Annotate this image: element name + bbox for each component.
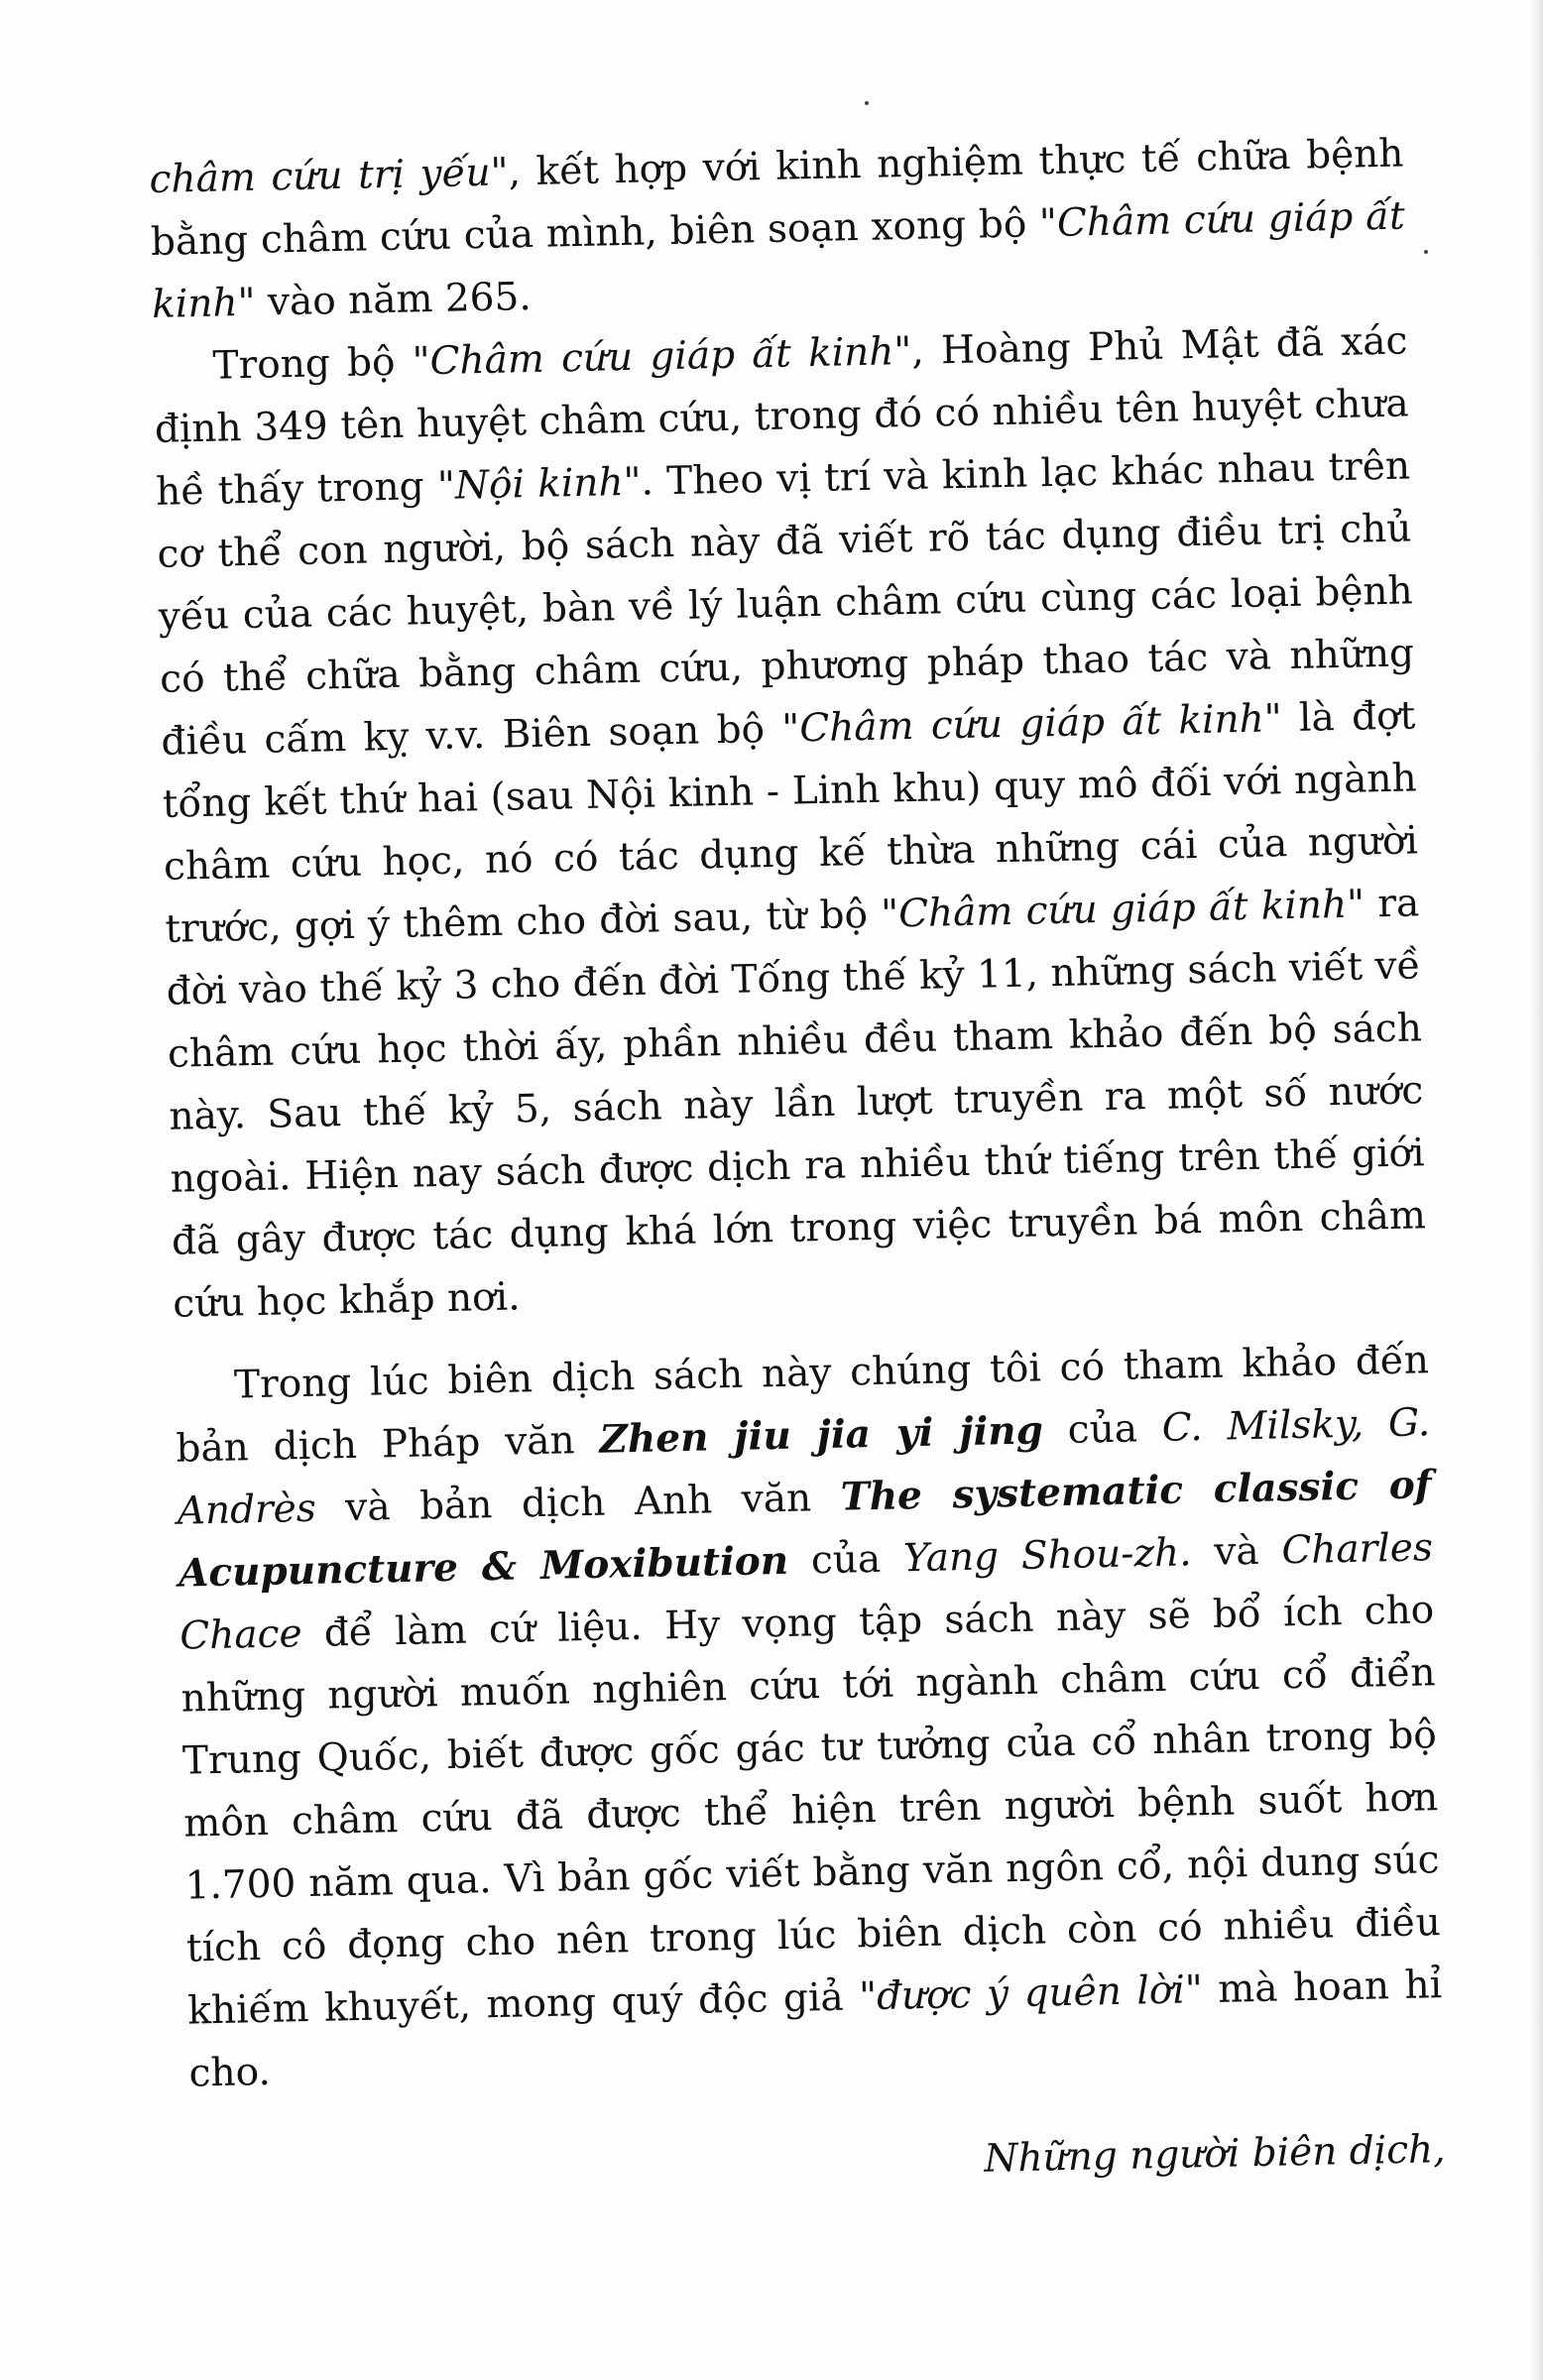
p2-text-1: Trong bộ ": [212, 339, 431, 389]
p3-italic-2: Yang Shou-zh.: [902, 1530, 1192, 1582]
p2-italic-2: Nội kinh: [454, 460, 625, 509]
p3-italic-4: được ý quên lời: [876, 1967, 1186, 2020]
p1-italic-2: Châm cứu giáp ất kinh: [151, 193, 1406, 327]
p2-text-3: ". Theo vị trí và kinh lạc khác nhau trên cơ thể con người, bộ sách này đã viết rõ tác dụng điều trị chủ yếu của các huyệt, bàn về lý luận châm cứu cùng các loại bệnh có thể chữa bằng châm cứu, phương pháp thao tác và những điều cấm kỵ v.v. Biên soạn bộ ": [157, 443, 1415, 765]
p3-text-1: Trong lúc biên dịch sách này chúng tôi có tham khảo đến bản dịch Pháp văn: [175, 1338, 1430, 1472]
p1-text-2: " vào năm 265.: [237, 274, 533, 326]
body-text: [149, 123, 1446, 2207]
p3-text-4: của: [787, 1536, 904, 1584]
p2-text-2: ", Hoàng Phủ Mật đã xác định 349 tên huyệt châm cứu, trong đó có nhiều tên huyệt chưa hề thấy trong ": [154, 318, 1410, 515]
p1-italic-1: châm cứu trị yếu: [149, 150, 492, 202]
p2-text-4: " là đợt tổng kết thứ hai (sau Nội kinh - Linh khu) quy mô đối với ngành châm cứu học, nó có tác dụng kế thừa những cái của người trước, gợi ý thêm cho đời sau, từ bộ ": [162, 693, 1419, 952]
speck-mark: [865, 101, 869, 105]
p3-text-7: " mà hoan hỉ cho.: [188, 1963, 1443, 2096]
p2-italic-1: Châm cứu giáp ất kinh: [429, 329, 894, 385]
p3-italic-3: Charles Chace: [178, 1525, 1434, 1659]
p3-bold-italic-2: The systematic classic of Acupuncture & Moxibution: [178, 1462, 1432, 1597]
p1-text-1: ", kết hợp với kinh nghiệm thực tế chữa bệnh bằng châm cứu của mình, biên soạn xong bộ ": [150, 131, 1404, 265]
p2-text-5: " ra đời vào thế kỷ 3 cho đến đời Tống thế kỷ 11, những sách viết về châm cứu học thời ấy, phần nhiều đều tham khảo đến bộ sách này. Sau thế kỷ 5, sách này lần lượt truyền ra một số nước ngoài. Hiện nay sách được dịch ra nhiều thứ tiếng trên thế giới đã gây được tác dụng khá lớn trong việc truyền bá môn châm cứu học khắp nơi.: [166, 881, 1427, 1327]
p3-text-6: để làm cứ liệu. Hy vọng tập sách này sẽ bổ ích cho những người muốn nghiên cứu tới ngành châm cứu cổ điển Trung Quốc, biết được gốc gác tư tưởng của cổ nhân trong bộ môn châm cứu đã được thể hiện trên người bệnh suốt hơn 1.700 năm qua. Vì bản gốc viết bằng văn ngôn cổ, nội dung súc tích cô đọng cho nên trong lúc biên dịch còn có nhiều điều khiếm khuyết, mong quý độc giả ": [180, 1588, 1442, 2034]
paragraph-2: [153, 309, 1428, 1335]
paragraph-3: [174, 1329, 1444, 2104]
p2-italic-3: Châm cứu giáp ất kinh: [798, 696, 1265, 752]
p3-italic-1: C. Milsky, G. Andrès: [177, 1400, 1431, 1534]
p3-text-3: và bản dịch Anh văn: [315, 1475, 842, 1531]
signature: Những người biên dịch,: [983, 2127, 1447, 2182]
paragraph-1: [149, 123, 1407, 336]
p3-text-5: và: [1191, 1528, 1282, 1576]
p3-text-2: của: [1042, 1405, 1163, 1454]
speck-mark: [1424, 250, 1428, 254]
p2-italic-4: Châm cứu giáp ất kinh: [897, 882, 1348, 937]
p3-bold-italic-1: Zhen jiu jia yi jing: [598, 1407, 1044, 1463]
page-edge-shadow: [1529, 0, 1543, 2380]
